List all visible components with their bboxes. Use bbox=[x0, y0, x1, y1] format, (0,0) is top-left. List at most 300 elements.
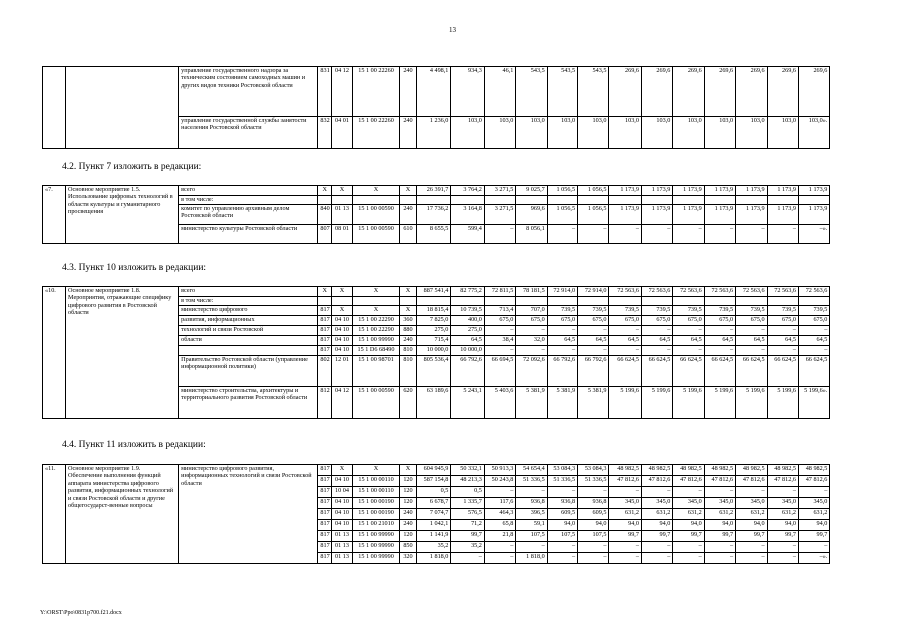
table-cell: 32,0 bbox=[516, 336, 547, 346]
table-cell: 631,2 bbox=[704, 509, 735, 520]
table-cell: 94,0 bbox=[736, 520, 767, 531]
table-cell: 610 bbox=[400, 225, 417, 244]
table-cell: 817 bbox=[318, 476, 332, 487]
table-cell bbox=[798, 196, 829, 205]
table-cell: – bbox=[767, 542, 798, 553]
table-cell: 3 164,8 bbox=[451, 205, 485, 225]
table-cell: 72 092,6 bbox=[516, 356, 547, 387]
table-cell: 64,5 bbox=[736, 336, 767, 346]
table-cell: 15 1 00 00590 bbox=[352, 225, 399, 244]
table-cell: 103,0 bbox=[516, 117, 547, 149]
table-cell bbox=[578, 297, 609, 306]
executor-cell: управление государственной службы занятости населения Ростовской области bbox=[179, 117, 318, 149]
table-cell: – bbox=[609, 487, 641, 498]
table-cell: 64,5 bbox=[704, 336, 735, 346]
table-cell: 48 982,5 bbox=[798, 465, 829, 476]
table-cell: – bbox=[641, 346, 672, 356]
table-cell: 99,7 bbox=[641, 531, 672, 542]
executor-cell: министерство строительства, архитектуры и территориального развития Ростовской области bbox=[179, 387, 318, 419]
table-cell: 675,0 bbox=[578, 316, 609, 326]
table-cell: 15 1 00 21010 bbox=[352, 520, 399, 531]
table-cell: 64,5 bbox=[609, 336, 641, 346]
table-cell: Х bbox=[352, 186, 399, 196]
table-cell: 802 bbox=[318, 356, 332, 387]
table-cell: 94,0 bbox=[704, 520, 735, 531]
table-cell: – bbox=[704, 346, 735, 356]
table-cell: 1 173,9 bbox=[798, 205, 829, 225]
table-cell: 94,0 bbox=[673, 520, 704, 531]
table-cell: – bbox=[767, 225, 798, 244]
executor-cell: развития, информационных bbox=[179, 316, 318, 326]
table-cell: 72 914,0 bbox=[578, 287, 609, 297]
table-row bbox=[43, 67, 862, 117]
table-cell: 739,5 bbox=[673, 306, 704, 316]
item-title: Основное мероприятие 1.5. Использование цифровых технологий в области культуры и гуманитарного просвещения bbox=[66, 186, 179, 244]
table-cell: 66 624,5 bbox=[736, 356, 767, 387]
table-cell: 48 982,5 bbox=[736, 465, 767, 476]
table-cell: 631,2 bbox=[736, 509, 767, 520]
table-cell: 1 173,9 bbox=[736, 186, 767, 196]
table-cell: 840 bbox=[318, 205, 332, 225]
table-cell: 275,0 bbox=[416, 326, 451, 336]
table-cell: 1 173,9 bbox=[673, 205, 704, 225]
table-cell: 3 764,2 bbox=[451, 186, 485, 196]
table-cell: 46,1 bbox=[484, 67, 515, 117]
table-cell: 107,5 bbox=[516, 531, 547, 542]
table-cell: 64,5 bbox=[673, 336, 704, 346]
table-cell: 5 381,9 bbox=[547, 387, 577, 419]
table-cell: 10 739,5 bbox=[451, 306, 485, 316]
table-cell: 15 1 00 22260 bbox=[352, 67, 399, 117]
table-cell: 15 1 D6 68490 bbox=[352, 346, 399, 356]
table-cell: – bbox=[704, 553, 735, 564]
table-cell: 71,2 bbox=[451, 520, 485, 531]
table-cell: – bbox=[609, 346, 641, 356]
table-cell bbox=[798, 297, 829, 306]
table-cell: 35,2 bbox=[451, 542, 485, 553]
table-cell: 103,0 bbox=[704, 117, 735, 149]
table-cell: 50 243,8 bbox=[484, 476, 515, 487]
table-cell: 1 173,9 bbox=[767, 205, 798, 225]
table-cell: 9 025,7 bbox=[516, 186, 547, 196]
table-cell bbox=[400, 196, 417, 205]
table-cell bbox=[767, 297, 798, 306]
table-cell: 1 818,0 bbox=[516, 553, 547, 564]
table-cell: Х bbox=[352, 306, 399, 316]
table-cell: 51 336,5 bbox=[578, 476, 609, 487]
table-cell: 887 541,4 bbox=[416, 287, 451, 297]
table-cell: 817 bbox=[318, 346, 332, 356]
table-cell: 805 536,4 bbox=[416, 356, 451, 387]
table-cell: – bbox=[516, 487, 547, 498]
table-cell: 320 bbox=[400, 553, 417, 564]
table-cell: 04 10 bbox=[332, 509, 353, 520]
table-cell: 1 056,5 bbox=[578, 186, 609, 196]
table-cell bbox=[516, 196, 547, 205]
table-cell: 103,0 bbox=[547, 117, 577, 149]
table-cell: 1 173,9 bbox=[609, 205, 641, 225]
table-cell bbox=[416, 297, 451, 306]
table-cell: 817 bbox=[318, 553, 332, 564]
table-cell: 120 bbox=[400, 498, 417, 509]
table-cell: 15 1 00 00110 bbox=[352, 487, 399, 498]
table-cell: 1 173,9 bbox=[673, 186, 704, 196]
table-cell: 5 199,6 bbox=[609, 387, 641, 419]
table-cell: 817 bbox=[318, 531, 332, 542]
table-cell: – bbox=[798, 542, 829, 553]
table-cell: – bbox=[736, 487, 767, 498]
table-cell: 04 01 bbox=[332, 117, 353, 149]
executor-cell: всего bbox=[179, 287, 318, 297]
table-cell bbox=[332, 297, 353, 306]
table-cell: 240 bbox=[400, 67, 417, 117]
executor-cell: Правительство Ростовской области (управление информационной политики) bbox=[179, 356, 318, 387]
table-cell: 5 381,9 bbox=[516, 387, 547, 419]
table-cell: 72 811,5 bbox=[484, 287, 515, 297]
table-cell: 969,6 bbox=[516, 205, 547, 225]
table-cell: 35,2 bbox=[416, 542, 451, 553]
table-cell: – bbox=[767, 553, 798, 564]
table-cell: 707,0 bbox=[516, 306, 547, 316]
table-cell: Х bbox=[352, 465, 399, 476]
table-cell: – bbox=[451, 553, 485, 564]
table-cell: 396,5 bbox=[516, 509, 547, 520]
table-cell: 675,0 bbox=[547, 316, 577, 326]
table-cell bbox=[547, 196, 577, 205]
table-cell: 99,7 bbox=[451, 531, 485, 542]
executor-cell: в том числе: bbox=[179, 196, 318, 205]
table-cell: 3 271,5 bbox=[484, 186, 515, 196]
item-number: «7. bbox=[43, 186, 66, 244]
table-cell: 1 173,9 bbox=[798, 186, 829, 196]
table-cell: – bbox=[547, 542, 577, 553]
table-cell: – bbox=[641, 326, 672, 336]
table-cell: 817 bbox=[318, 542, 332, 553]
table-cell: 10 000,0 bbox=[451, 346, 485, 356]
table-cell: 66 624,5 bbox=[798, 356, 829, 387]
table-cell: 47 812,6 bbox=[704, 476, 735, 487]
table-cell: – bbox=[704, 225, 735, 244]
table-cell: 817 bbox=[318, 336, 332, 346]
table-cell: 15 1 00 22260 bbox=[352, 117, 399, 149]
table-cell: Х bbox=[400, 465, 417, 476]
table-cell: – bbox=[578, 225, 609, 244]
table-cell: 72 914,0 bbox=[547, 287, 577, 297]
table-cell: 17 736,2 bbox=[416, 205, 451, 225]
table-cell: 63 189,6 bbox=[416, 387, 451, 419]
table-cell: – bbox=[609, 326, 641, 336]
table-cell: 936,8 bbox=[578, 498, 609, 509]
table-cell: 599,4 bbox=[451, 225, 485, 244]
table-cell: Х bbox=[332, 306, 353, 316]
table-cell: 103,0 bbox=[673, 117, 704, 149]
table-cell: 675,0 bbox=[516, 316, 547, 326]
table-cell: – bbox=[673, 225, 704, 244]
table-cell: 5 243,1 bbox=[451, 387, 485, 419]
table-cell: 120 bbox=[400, 487, 417, 498]
table-cell: 47 812,6 bbox=[798, 476, 829, 487]
table-cell: – bbox=[547, 346, 577, 356]
table-cell: 120 bbox=[400, 531, 417, 542]
table-cell: 66 624,5 bbox=[609, 356, 641, 387]
table-cell: 739,5 bbox=[578, 306, 609, 316]
table-cell: – bbox=[673, 542, 704, 553]
table-cell: 240 bbox=[400, 509, 417, 520]
table-cell: 99,7 bbox=[798, 531, 829, 542]
table-cell: – bbox=[578, 346, 609, 356]
table-cell: 5 199,6 bbox=[767, 387, 798, 419]
table-cell-empty bbox=[66, 67, 179, 117]
table-cell: 117,6 bbox=[484, 498, 515, 509]
table-cell: 64,5 bbox=[451, 336, 485, 346]
table-cell: 5 199,6 bbox=[641, 387, 672, 419]
table-cell: – bbox=[767, 326, 798, 336]
table-cell: – bbox=[609, 542, 641, 553]
table-cell: – bbox=[704, 326, 735, 336]
table-cell: – bbox=[736, 346, 767, 356]
table-cell: 1 056,5 bbox=[578, 205, 609, 225]
table-cell: 1 141,9 bbox=[416, 531, 451, 542]
table-cell bbox=[318, 196, 332, 205]
table-cell: – bbox=[673, 487, 704, 498]
table-cell: 64,5 bbox=[767, 336, 798, 346]
table-cell bbox=[704, 297, 735, 306]
table-cell: Х bbox=[332, 186, 353, 196]
table-cell: 4 498,1 bbox=[416, 67, 451, 117]
table-row bbox=[43, 287, 862, 297]
table-cell: 345,0 bbox=[798, 498, 829, 509]
table-cell: 275,0 bbox=[451, 326, 485, 336]
executor-cell: управление государственного надзора за техническим состоянием самоходных машин и других видов техники Ростовской области bbox=[179, 67, 318, 117]
table-cell: 15 1 00 00590 bbox=[352, 387, 399, 419]
table-cell: 01 13 bbox=[332, 542, 353, 553]
table-cell: 715,4 bbox=[416, 336, 451, 346]
table-cell: 345,0 bbox=[736, 498, 767, 509]
table-cell: 99,7 bbox=[736, 531, 767, 542]
table-cell-empty bbox=[43, 67, 66, 117]
table-cell: 1 173,9 bbox=[641, 205, 672, 225]
table-cell: 64,5 bbox=[578, 336, 609, 346]
table-cell: – bbox=[798, 487, 829, 498]
table-cell: 1 056,5 bbox=[547, 205, 577, 225]
table-cell bbox=[673, 196, 704, 205]
table-cell: 15 1 00 00190 bbox=[352, 509, 399, 520]
table-cell: 66 694,5 bbox=[484, 356, 515, 387]
table-cell: 94,0 bbox=[798, 520, 829, 531]
table-cell: 880 bbox=[400, 326, 417, 336]
table-cell: 675,0 bbox=[641, 316, 672, 326]
table-cell bbox=[318, 297, 332, 306]
table-cell: – bbox=[641, 225, 672, 244]
table-cell: Х bbox=[332, 287, 353, 297]
table-cell: – bbox=[547, 553, 577, 564]
table-cell: 65,8 bbox=[484, 520, 515, 531]
table-cell: 832 bbox=[318, 117, 332, 149]
table-cell: 78 181,5 bbox=[516, 287, 547, 297]
table-cell bbox=[578, 196, 609, 205]
table-cell: – bbox=[578, 487, 609, 498]
table-cell: 47 812,6 bbox=[609, 476, 641, 487]
table-cell: 107,5 bbox=[547, 531, 577, 542]
item-title: Основное мероприятие 1.8. Мероприятия, отражающие специфику цифрового развития в Ростовской области bbox=[66, 287, 179, 419]
table-cell: 5 199,6 bbox=[673, 387, 704, 419]
table-cell: 72 563,6 bbox=[673, 287, 704, 297]
table-cell: 240 bbox=[400, 336, 417, 346]
table-cell: 15 1 00 99990 bbox=[352, 531, 399, 542]
table-cell bbox=[416, 196, 451, 205]
table-cell: – bbox=[673, 326, 704, 336]
table-cell: 739,5 bbox=[767, 306, 798, 316]
executor-cell: технологий и связи Ростовской bbox=[179, 326, 318, 336]
table-cell: – bbox=[673, 346, 704, 356]
table-cell: – bbox=[736, 326, 767, 336]
table-cell: – bbox=[578, 326, 609, 336]
table-cell bbox=[451, 297, 485, 306]
footer-file-path: Y:\ORST\Ppo\0831p700.f21.docx bbox=[40, 610, 122, 616]
table-cell: – bbox=[516, 326, 547, 336]
table-cell: 345,0 bbox=[609, 498, 641, 509]
table-cell: –». bbox=[798, 553, 829, 564]
table-cell: 817 bbox=[318, 465, 332, 476]
table-cell: 739,5 bbox=[547, 306, 577, 316]
table-cell: 631,2 bbox=[767, 509, 798, 520]
table-cell: 817 bbox=[318, 326, 332, 336]
table-cell: 1 236,0 bbox=[416, 117, 451, 149]
table-cell: 04 12 bbox=[332, 387, 353, 419]
table-cell: 812 bbox=[318, 387, 332, 419]
table-cell: – bbox=[578, 542, 609, 553]
table-cell bbox=[609, 196, 641, 205]
table-cell: – bbox=[736, 542, 767, 553]
table-cell-empty bbox=[43, 117, 66, 149]
page-number: 13 bbox=[449, 26, 456, 34]
table-cell: – bbox=[609, 225, 641, 244]
table-cell: 1 335,7 bbox=[451, 498, 485, 509]
table-item-10 bbox=[42, 286, 862, 419]
table-cell: 1 042,1 bbox=[416, 520, 451, 531]
heading-item-7: 4.2. Пункт 7 изложить в редакции: bbox=[62, 162, 202, 172]
table-cell: 631,2 bbox=[641, 509, 672, 520]
table-cell: 94,0 bbox=[547, 520, 577, 531]
table-cell: 739,5 bbox=[704, 306, 735, 316]
table-cell: 240 bbox=[400, 117, 417, 149]
table-cell: 50 913,3 bbox=[484, 465, 515, 476]
executor-cell: министерство цифрового bbox=[179, 306, 318, 316]
table-cell: 59,1 bbox=[516, 520, 547, 531]
table-cell: 631,2 bbox=[673, 509, 704, 520]
table-cell: 1 056,5 bbox=[547, 186, 577, 196]
table-cell: 48 982,5 bbox=[673, 465, 704, 476]
table-cell: 934,3 bbox=[451, 67, 485, 117]
table-cell: 0,5 bbox=[451, 487, 485, 498]
table-cell: 01 13 bbox=[332, 553, 353, 564]
table-cell: 04 10 bbox=[332, 326, 353, 336]
table-cell: 48 982,5 bbox=[641, 465, 672, 476]
table-cell bbox=[609, 297, 641, 306]
table-cell: Х bbox=[400, 306, 417, 316]
table-cell: 82 775,2 bbox=[451, 287, 485, 297]
table-cell: 269,6 bbox=[736, 67, 767, 117]
table-cell: 48 982,5 bbox=[704, 465, 735, 476]
table-cell: 609,5 bbox=[578, 509, 609, 520]
table-cell: 18 815,4 bbox=[416, 306, 451, 316]
table-cell bbox=[484, 297, 515, 306]
table-cell: – bbox=[767, 487, 798, 498]
table-cell: 675,0 bbox=[798, 316, 829, 326]
table-cell: 66 624,5 bbox=[673, 356, 704, 387]
table-cell: –». bbox=[798, 225, 829, 244]
table-cell: 54 654,4 bbox=[516, 465, 547, 476]
table-cell: 8 655,5 bbox=[416, 225, 451, 244]
table-cell: 739,5 bbox=[641, 306, 672, 316]
table-cell: 72 563,6 bbox=[767, 287, 798, 297]
table-cell: Х bbox=[400, 186, 417, 196]
table-cell: 107,5 bbox=[578, 531, 609, 542]
table-cell: 04 10 bbox=[332, 336, 353, 346]
table-cell bbox=[673, 297, 704, 306]
table-cell: 543,5 bbox=[516, 67, 547, 117]
table-cell: 103,0 bbox=[767, 117, 798, 149]
table-cell: 345,0 bbox=[704, 498, 735, 509]
table-cell: – bbox=[798, 326, 829, 336]
table-cell: 713,4 bbox=[484, 306, 515, 316]
table-cell: 831 bbox=[318, 67, 332, 117]
table-cell: 47 812,6 bbox=[767, 476, 798, 487]
table-cell bbox=[484, 196, 515, 205]
executor-cell: министерство цифрового развития, информационных технологий и связи Ростовской области bbox=[179, 465, 318, 564]
table-cell: Х bbox=[332, 465, 353, 476]
table-item-7 bbox=[42, 185, 862, 244]
heading-item-11: 4.4. Пункт 11 изложить в редакции: bbox=[62, 440, 206, 450]
table-cell: 817 bbox=[318, 316, 332, 326]
executor-cell bbox=[179, 346, 318, 356]
table-cell: 675,0 bbox=[736, 316, 767, 326]
table-cell: 269,6 bbox=[641, 67, 672, 117]
table-cell: 5 199,6». bbox=[798, 387, 829, 419]
table-cell: 103,0 bbox=[641, 117, 672, 149]
table-cell: 1 173,9 bbox=[736, 205, 767, 225]
table-cell: 26 391,7 bbox=[416, 186, 451, 196]
executor-cell: в том числе: bbox=[179, 297, 318, 306]
table-cell: 1 173,9 bbox=[767, 186, 798, 196]
table-cell: 576,5 bbox=[451, 509, 485, 520]
table-cell: 64,5 bbox=[641, 336, 672, 346]
table-cell: 675,0 bbox=[767, 316, 798, 326]
table-cell: 66 792,6 bbox=[547, 356, 577, 387]
table-cell: – bbox=[484, 553, 515, 564]
table-section-1 bbox=[42, 66, 862, 149]
table-cell bbox=[704, 196, 735, 205]
table-cell: 675,0 bbox=[704, 316, 735, 326]
table-cell: 817 bbox=[318, 306, 332, 316]
table-cell bbox=[736, 297, 767, 306]
table-cell: 269,6 bbox=[767, 67, 798, 117]
table-cell: 47 812,6 bbox=[641, 476, 672, 487]
table-cell: 99,7 bbox=[609, 531, 641, 542]
table-cell: 99,7 bbox=[767, 531, 798, 542]
table-cell: 50 332,1 bbox=[451, 465, 485, 476]
heading-item-10: 4.3. Пункт 10 изложить в редакции: bbox=[62, 263, 207, 273]
table-cell bbox=[736, 196, 767, 205]
table-row bbox=[43, 186, 862, 196]
table-cell: 66 624,5 bbox=[767, 356, 798, 387]
table-cell: 5 199,6 bbox=[704, 387, 735, 419]
table-cell: 72 563,6 bbox=[798, 287, 829, 297]
table-cell: 269,6 bbox=[798, 67, 829, 117]
table-cell: – bbox=[609, 553, 641, 564]
table-cell: 66 624,5 bbox=[704, 356, 735, 387]
table-cell: 739,5 bbox=[609, 306, 641, 316]
